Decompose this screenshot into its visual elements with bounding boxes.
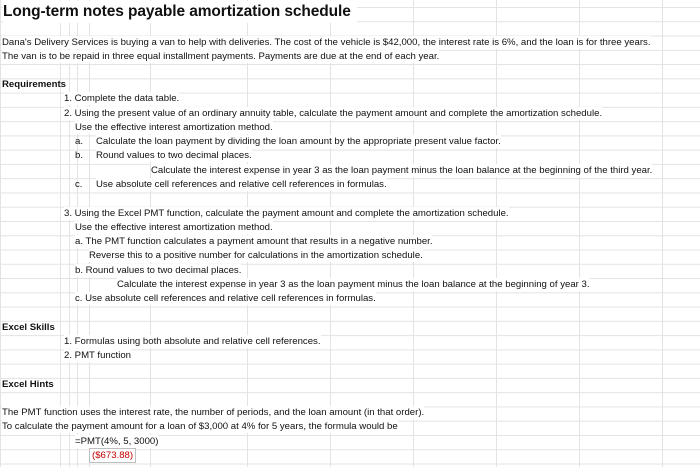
excel-hint-line-2[interactable]: To calculate the payment amount for a loan of $3,000 at 4% for 5 years, the formula would be — [2, 421, 398, 432]
requirement-2c-label[interactable]: c. — [75, 179, 83, 190]
requirement-3a[interactable]: a. The PMT function calculates a payment amount that results in a negative number. — [75, 236, 433, 247]
requirement-2a[interactable]: Calculate the loan payment by dividing the loan amount by the appropriate present value factor. — [96, 136, 501, 147]
excel-hints-heading[interactable]: Excel Hints — [2, 379, 54, 390]
excel-skills-heading[interactable]: Excel Skills — [2, 322, 55, 333]
requirement-3b[interactable]: b. Round values to two decimal places. — [75, 265, 242, 276]
requirements-heading[interactable]: Requirements — [2, 79, 66, 90]
requirement-1[interactable]: 1. Complete the data table. — [64, 93, 180, 104]
excel-skill-1[interactable]: 1. Formulas using both absolute and relative cell references. — [64, 336, 321, 347]
requirement-3a-note[interactable]: Reverse this to a positive number for calculations in the amortization schedule. — [89, 250, 423, 261]
column-gridline — [69, 0, 70, 467]
pmt-result-example[interactable]: ($673.88) — [89, 448, 136, 463]
excel-skill-2[interactable]: 2. PMT function — [64, 350, 132, 361]
intro-line-1[interactable]: Dana's Delivery Services is buying a van to help with deliveries. The cost of the vehicle is $42,000, the interest rate is 6%, and the loan is for three years. — [2, 37, 651, 48]
requirement-2b-label[interactable]: b. — [75, 150, 84, 161]
requirement-3-method[interactable]: Use the effective interest amortization method. — [75, 222, 273, 233]
column-gridline — [579, 0, 580, 467]
column-gridline — [413, 0, 414, 467]
requirement-2[interactable]: 2. Using the present value of an ordinary annuity table, calculate the payment amount and complete the amortization schedule. — [64, 108, 603, 119]
requirement-2b-note[interactable]: Calculate the interest expense in year 3 as the loan payment minus the loan balance at the beginning of the third year. — [151, 165, 653, 176]
requirement-2-method[interactable]: Use the effective interest amortization method. — [75, 122, 273, 133]
pmt-formula-example[interactable]: =PMT(4%, 5, 3000) — [75, 436, 159, 447]
column-gridline — [496, 0, 497, 467]
requirement-3b-note[interactable]: Calculate the interest expense in year 3 as the loan payment minus the loan balance at the beginning of year 3. — [117, 279, 590, 290]
requirement-3[interactable]: 3. Using the Excel PMT function, calculate the payment amount and complete the amortization schedule. — [64, 208, 509, 219]
intro-line-2[interactable]: The van is to be repaid in three equal installment payments. Payments are due at the end of each year. — [2, 51, 440, 62]
column-gridline — [330, 0, 331, 467]
excel-hint-line-1[interactable]: The PMT function uses the interest rate, the number of periods, and the loan amount (in that order). — [2, 407, 425, 418]
requirement-2b[interactable]: Round values to two decimal places. — [96, 150, 252, 161]
column-gridline — [60, 0, 61, 467]
column-gridline — [662, 0, 663, 467]
page-title: Long-term notes payable amortization schedule — [3, 1, 357, 23]
requirement-2a-label[interactable]: a. — [75, 136, 84, 147]
requirement-3c[interactable]: c. Use absolute cell references and relative cell references in formulas. — [75, 293, 376, 304]
requirement-2c[interactable]: Use absolute cell references and relative cell references in formulas. — [96, 179, 387, 190]
